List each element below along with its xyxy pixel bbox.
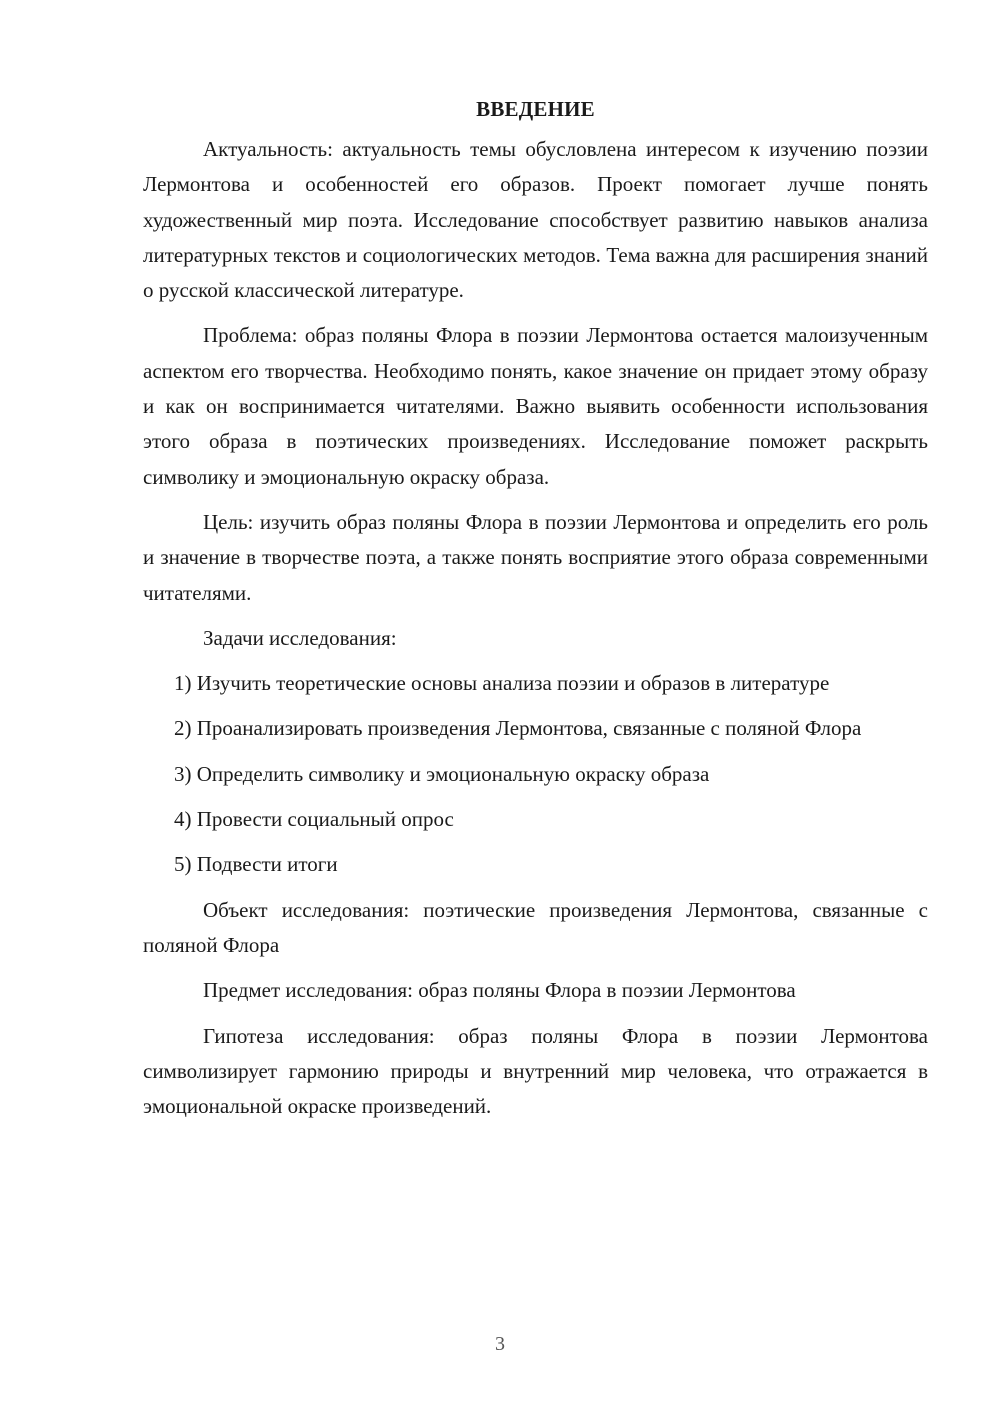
task-item: 4) Провести социальный опрос bbox=[174, 807, 454, 832]
relevance-paragraph: Актуальность: актуальность темы обусловлена интересом к изучению поэзии Лермонтова и особенностей его образов. Проект помогает лучше понять художественный мир поэта. Исследование способствует развитию навыков анализа литературных текстов и социологических методов. Тема важна для расширения знаний о русской классической литературе. bbox=[143, 137, 928, 303]
task-item: 3) Определить символику и эмоциональную окраску образа bbox=[174, 761, 710, 786]
task-item: 2) Проанализировать произведения Лермонтова, связанные с поляной Флора bbox=[174, 716, 862, 741]
tasks-heading: Задачи исследования: bbox=[203, 625, 397, 650]
task-item: 5) Подвести итоги bbox=[174, 852, 338, 877]
hypothesis-paragraph: Гипотеза исследования: образ поляны Флора в поэзии Лермонтова символизирует гармонию природы и внутренний мир человека, что отражается в эмоциональной окраске произведений. bbox=[143, 1023, 928, 1119]
page-number: 3 bbox=[495, 1333, 505, 1355]
subject-paragraph: Предмет исследования: образ поляны Флора в поэзии Лермонтова bbox=[203, 978, 796, 1003]
goal-paragraph: Цель: изучить образ поляны Флора в поэзии Лермонтова и определить его роль и значение в творчестве поэта, а также понять восприятие этого образа современными читателями. bbox=[143, 509, 928, 605]
object-paragraph: Объект исследования: поэтические произведения Лермонтова, связанные с поляной Флора bbox=[143, 897, 928, 957]
problem-paragraph: Проблема: образ поляны Флора в поэзии Лермонтова остается малоизученным аспектом его творчества. Необходимо понять, какое значение он придает этому образу и как он воспринимается читателями. Важно выявить особенности использования этого образа в поэтических произведениях. Исследование поможет раскрыть символику и эмоциональную окраску образа. bbox=[143, 323, 928, 489]
document-page bbox=[143, 92, 928, 1134]
task-item: 1) Изучить теоретические основы анализа поэзии и образов в литературе bbox=[174, 671, 830, 696]
page-title: ВВЕДЕНИЕ bbox=[476, 97, 595, 121]
